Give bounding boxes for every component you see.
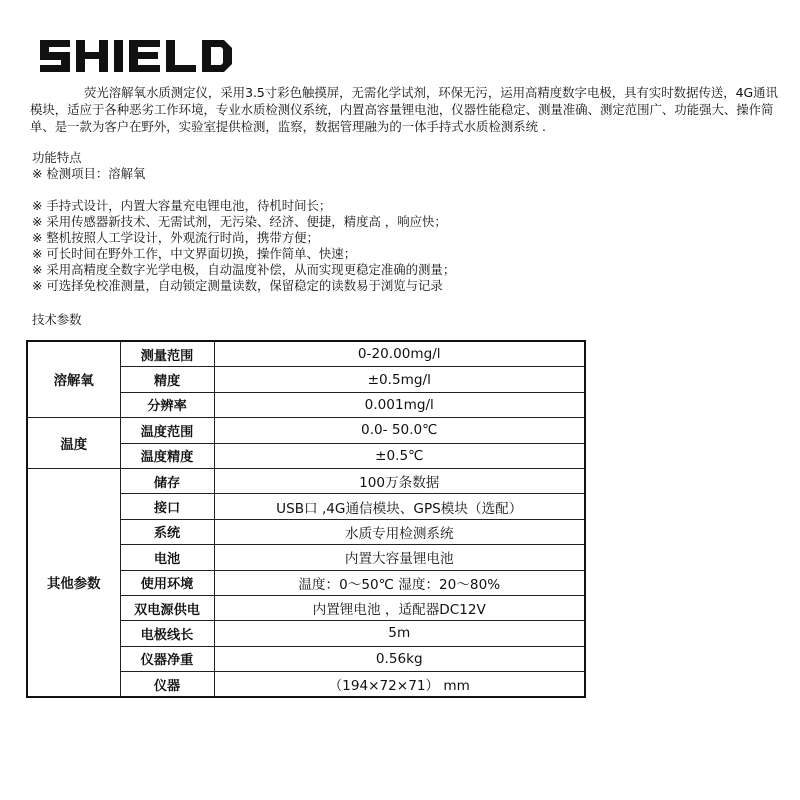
- param-label: 使用环境: [120, 570, 214, 595]
- param-label: 电极线长: [120, 621, 214, 646]
- group-label-dissolved-oxygen: 溶解氧: [27, 341, 120, 418]
- param-value: 0-20.00mg/l: [214, 341, 585, 367]
- table-row: [27, 341, 585, 367]
- param-value: 温度：0～50℃ 湿度：20～80%: [214, 570, 585, 595]
- param-label: 温度精度: [120, 443, 214, 468]
- param-value: （194×72×71） mm: [214, 672, 585, 698]
- shield-logo: [38, 38, 234, 74]
- features-heading: 功能特点: [32, 150, 82, 165]
- param-label: 精度: [120, 367, 214, 392]
- param-value: ±0.5mg/l: [214, 367, 585, 392]
- product-intro: 荧光溶解氧水质测定仪，采用3.5寸彩色触摸屏，无需化学试剂，环保无污，运用高精度数字电极，具有实时数据传送，4G通讯模块，适应于各种恶劣工作环境，专业水质检测仪系统，内置高容量锂电池，仪器性能稳定、测量准确、测定范围广、功能强大、操作简单、是一款为客户在野外，实验室提供检测，监察，数据管理融为的一体手持式水质检测系统 .: [30, 85, 778, 134]
- feature-item: ※ 采用高精度全数字光学电极，自动温度补偿，从而实现更稳定准确的测量；: [32, 262, 456, 277]
- param-label: 双电源供电: [120, 595, 214, 620]
- feature-item: ※ 可选择免校准测量，自动锁定测量读数，保留稳定的读数易于浏览与记录: [32, 278, 443, 293]
- feature-item: ※ 整机按照人工学设计，外观流行时尚，携带方便；: [32, 230, 319, 245]
- spec-table: [26, 340, 586, 698]
- table-row: [27, 468, 585, 493]
- feature-item: ※ 手持式设计，内置大容量充电锂电池，待机时间长；: [32, 198, 332, 213]
- group-label-other: 其他参数: [27, 468, 120, 697]
- specs-heading: 技术参数: [32, 312, 82, 327]
- param-value: 0.001mg/l: [214, 392, 585, 417]
- param-value: ±0.5℃: [214, 443, 585, 468]
- param-value: 水质专用检测系统: [214, 519, 585, 544]
- param-label: 储存: [120, 468, 214, 493]
- param-label: 测量范围: [120, 341, 214, 367]
- param-value: 0.56kg: [214, 646, 585, 671]
- feature-item: ※ 可长时间在野外工作，中文界面切换，操作简单、快速；: [32, 246, 357, 261]
- param-value: USB口 ,4G通信模块、GPS模块（选配）: [214, 494, 585, 519]
- param-label: 仪器净重: [120, 646, 214, 671]
- param-label: 温度范围: [120, 418, 214, 443]
- param-value: 100万条数据: [214, 468, 585, 493]
- param-label: 仪器: [120, 672, 214, 698]
- param-label: 电池: [120, 545, 214, 570]
- param-label: 系统: [120, 519, 214, 544]
- param-value: 5m: [214, 621, 585, 646]
- param-label: 接口: [120, 494, 214, 519]
- feature-item: ※ 采用传感器新技术、无需试剂，无污染、经济、便捷，精度高 ，响应快；: [32, 214, 447, 229]
- shield-logo-graphic: [38, 38, 234, 74]
- param-label: 分辨率: [120, 392, 214, 417]
- detection-item-line: ※ 检测项目：溶解氧: [32, 166, 146, 181]
- group-label-temperature: 温度: [27, 418, 120, 469]
- feature-list: [32, 198, 455, 294]
- table-row: [27, 418, 585, 443]
- param-value: 内置大容量锂电池: [214, 545, 585, 570]
- param-value: 内置锂电池 ，适配器DC12V: [214, 595, 585, 620]
- param-value: 0.0- 50.0℃: [214, 418, 585, 443]
